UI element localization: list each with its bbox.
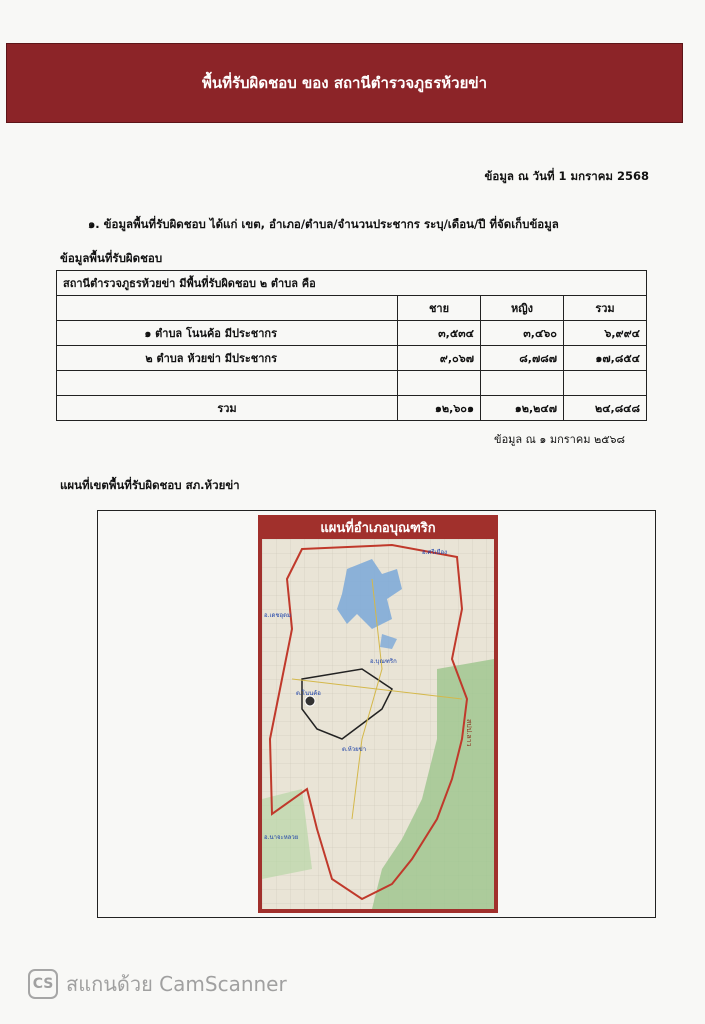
header-total: รวม: [564, 296, 647, 321]
table-row: [57, 321, 647, 346]
table-header-row: [57, 296, 647, 321]
station-marker: [305, 696, 315, 706]
map-label-southwest: อ.นาจะหลวย: [264, 834, 299, 841]
camscanner-logo-icon: CS: [28, 969, 58, 999]
row-label: ๑ ตำบล โนนค้อ มีประชากร: [57, 321, 398, 346]
table-heading: ข้อมูลพื้นที่รับผิดชอบ: [60, 251, 163, 265]
empty-cell: [398, 371, 481, 396]
row-female: ๓,๔๖๐: [481, 321, 564, 346]
total-total: ๒๔,๘๔๘: [564, 396, 647, 421]
header-male: ชาย: [398, 296, 481, 321]
empty-cell: [481, 371, 564, 396]
table-total-row: [57, 396, 647, 421]
table-row-empty: [57, 371, 647, 396]
page-title: พื้นที่รับผิดชอบ ของ สถานีตำรวจภูธรห้วยข่า: [201, 74, 488, 92]
table-caption: สถานีตำรวจภูธรห้วยข่า มีพื้นที่รับผิดชอบ ๒ ตำบล คือ: [57, 271, 647, 296]
date-note: ข้อมูล ณ วันที่ 1 มกราคม 2568: [484, 169, 649, 183]
empty-cell: [564, 371, 647, 396]
header-female: หญิง: [481, 296, 564, 321]
scanner-watermark: [28, 968, 287, 1000]
map-frame: [97, 510, 656, 918]
section-heading: ๑. ข้อมูลพื้นที่รับผิดชอบ ได้แก่ เขต, อำเภอ/ตำบล/จำนวนประชากร ระบุ/เดือน/ปี ที่จัดเก็บข้อมูล: [88, 217, 559, 231]
table-header-empty: [57, 296, 398, 321]
row-male: ๙,๐๖๗: [398, 346, 481, 371]
map-label-center: อ.บุณฑริก: [370, 658, 397, 665]
population-table: [56, 270, 647, 421]
row-total: ๑๗,๘๕๔: [564, 346, 647, 371]
district-map: [258, 515, 498, 913]
map-label-east: สปป.ลาว: [465, 719, 473, 747]
title-banner: [7, 44, 682, 122]
map-label-west: อ.เดชอุดม: [264, 612, 291, 619]
total-female: ๑๒,๒๔๗: [481, 396, 564, 421]
row-total: ๖,๙๙๔: [564, 321, 647, 346]
map-title: แผนที่อำเภอบุณฑริก: [320, 520, 436, 536]
table-caption-row: [57, 271, 647, 296]
empty-cell: [57, 371, 398, 396]
map-label-top: อ.ศรีเมือง: [422, 549, 448, 556]
map-section-title: แผนที่เขตพื้นที่รับผิดชอบ สภ.ห้วยข่า: [60, 478, 240, 492]
map-image: [262, 539, 494, 909]
row-label: ๒ ตำบล ห้วยข่า มีประชากร: [57, 346, 398, 371]
map-label-nonkho: ต.โนนค้อ: [296, 690, 321, 697]
table-source-note: ข้อมูล ณ ๑ มกราคม ๒๕๖๘: [494, 433, 625, 446]
row-male: ๓,๕๓๔: [398, 321, 481, 346]
total-label: รวม: [57, 396, 398, 421]
row-female: ๘,๗๘๗: [481, 346, 564, 371]
table-row: [57, 346, 647, 371]
map-label-huaikha: ต.ห้วยข่า: [342, 746, 367, 753]
total-male: ๑๒,๖๐๑: [398, 396, 481, 421]
watermark-text: สแกนด้วย CamScanner: [66, 972, 287, 996]
